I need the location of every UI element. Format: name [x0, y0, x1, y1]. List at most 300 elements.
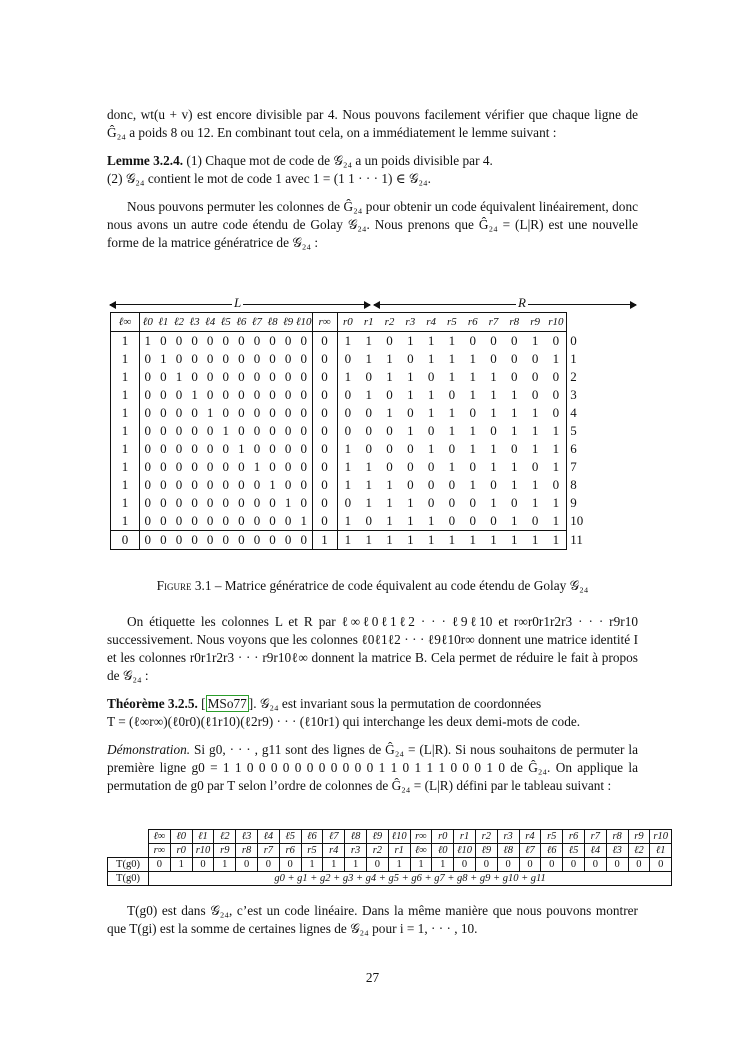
matrix-cell: 1 — [462, 531, 483, 550]
row-index: 11 — [570, 532, 583, 547]
header-r-10: r10 — [546, 313, 567, 332]
perm-cell: ℓ10 — [388, 830, 410, 844]
perm-cell: r1 — [388, 844, 410, 858]
perm-cell: 0 — [279, 858, 301, 872]
matrix-cell: 0 — [253, 369, 261, 384]
perm-cell: ℓ8 — [345, 830, 367, 844]
perm-cell: 0 — [628, 858, 650, 872]
matrix-cell: 0 — [160, 387, 167, 402]
matrix-cell: 1 — [337, 531, 358, 550]
matrix-cell: 0 — [222, 405, 230, 420]
header-r-4: r4 — [421, 313, 442, 332]
matrix-cell: 0 — [222, 459, 230, 474]
matrix-cell: 0 — [296, 368, 312, 386]
matrix-cell: 0 — [175, 423, 183, 438]
matrix-cell: 0 — [253, 405, 261, 420]
matrix-cell: 1 — [490, 459, 497, 474]
matrix-cell: 0 — [269, 441, 276, 456]
matrix-cell: 0 — [253, 495, 261, 510]
matrix-cell: 0 — [386, 441, 393, 456]
matrix-arrows — [110, 296, 640, 312]
matrix-cell: 1 — [344, 369, 352, 384]
header-r-3: r3 — [400, 313, 421, 332]
matrix-cell: 0 — [253, 477, 261, 492]
matrix-cell: 0 — [253, 333, 261, 348]
matrix-cell: 0 — [312, 494, 337, 512]
matrix-cell: 0 — [175, 441, 183, 456]
matrix-cell: 0 — [312, 368, 337, 386]
matrix-cell: 0 — [234, 531, 250, 550]
row-index: 2 — [570, 369, 577, 384]
matrix-cell: 1 — [407, 369, 414, 384]
perm-cell: r0 — [432, 830, 454, 844]
matrix-cell: 0 — [238, 513, 245, 528]
permutation-table-wrap — [107, 829, 672, 886]
perm-cell: 0 — [236, 858, 258, 872]
matrix-cell: 0 — [284, 351, 292, 366]
matrix-cell: 0 — [284, 405, 292, 420]
matrix-cell: 1 — [427, 405, 435, 420]
matrix-cell: 1 — [427, 351, 435, 366]
row-index: 9 — [570, 495, 577, 510]
header-l-inf: ℓ∞ — [111, 313, 140, 332]
matrix-cell: 1 — [400, 531, 421, 550]
matrix-header-row — [111, 313, 589, 332]
matrix-cell: 1 — [490, 369, 497, 384]
matrix-cell: 0 — [312, 386, 337, 404]
perm-cell: 0 — [366, 858, 388, 872]
perm-cell: ℓ∞ — [149, 830, 171, 844]
matrix-cell: 0 — [344, 405, 352, 420]
matrix-cell: 0 — [206, 333, 214, 348]
matrix-cell: 1 — [111, 368, 140, 386]
matrix-cell: 0 — [546, 386, 567, 404]
matrix-cell: 0 — [238, 333, 245, 348]
perm-cell: 0 — [257, 858, 279, 872]
matrix-cell: 1 — [546, 350, 567, 368]
perm-cell: ℓ9 — [366, 830, 388, 844]
matrix-cell: 0 — [144, 369, 152, 384]
matrix-cell: 1 — [238, 441, 245, 456]
matrix-cell: 1 — [296, 512, 312, 531]
matrix-cell: 0 — [140, 531, 156, 550]
header-l-5: ℓ5 — [218, 313, 234, 332]
matrix-row — [111, 350, 589, 368]
perm-cell: r5 — [541, 830, 563, 844]
matrix-cell: 0 — [222, 477, 230, 492]
matrix-cell: 1 — [469, 369, 476, 384]
matrix-cell: 0 — [269, 333, 276, 348]
matrix-cell: 1 — [469, 423, 476, 438]
matrix-cell: 1 — [111, 512, 140, 531]
perm-cell: r6 — [563, 830, 585, 844]
perm-cell: r7 — [584, 830, 606, 844]
matrix-cell: 0 — [206, 513, 214, 528]
matrix-cell: 1 — [111, 494, 140, 512]
matrix-cell: 0 — [296, 404, 312, 422]
matrix-cell: 0 — [175, 459, 183, 474]
perm-cell: r5 — [301, 844, 323, 858]
matrix-cell: 0 — [448, 513, 456, 528]
L-arrow — [110, 295, 370, 310]
matrix-cell: 0 — [206, 387, 214, 402]
intro-paragraph: donc, wt(u + v) est encore divisible par 4. Nous pouvons facilement vérifier que chaque ligne de Ĝ₂₄ a poids 8 ou 12. En combinant tout cela, on a immédiatement le lemme suivant : — [107, 107, 638, 140]
matrix-cell: 0 — [312, 332, 337, 351]
matrix-cell: 0 — [238, 423, 245, 438]
row-index: 0 — [570, 332, 577, 348]
matrix-cell: 0 — [312, 512, 337, 531]
matrix-cell: 1 — [427, 513, 435, 528]
header-l-3: ℓ3 — [187, 313, 203, 332]
matrix-cell: 0 — [407, 459, 414, 474]
matrix-cell: 0 — [386, 423, 393, 438]
matrix-cell: 0 — [407, 405, 414, 420]
matrix-cell: 0 — [144, 405, 152, 420]
matrix-cell: 0 — [511, 495, 518, 510]
matrix-cell: 0 — [160, 333, 167, 348]
header-r-inf: r∞ — [312, 313, 337, 332]
matrix-cell: 0 — [187, 531, 203, 550]
matrix-cell: 0 — [531, 369, 539, 384]
matrix-cell: 1 — [504, 531, 525, 550]
matrix-cell: 1 — [365, 387, 372, 402]
matrix-cell: 0 — [238, 495, 245, 510]
lemma-line-1 — [107, 152, 638, 170]
matrix-cell: 0 — [253, 441, 261, 456]
row-index: 4 — [570, 405, 577, 420]
matrix-cell: 0 — [175, 477, 183, 492]
matrix-cell: 1 — [442, 531, 463, 550]
row-index: 3 — [570, 387, 577, 402]
matrix-cell: 0 — [175, 405, 183, 420]
matrix-cell: 0 — [253, 387, 261, 402]
matrix-cell: 0 — [296, 458, 312, 476]
matrix-cell: 1 — [531, 333, 539, 348]
matrix-cell: 0 — [365, 441, 372, 456]
matrix-cell: 1 — [344, 477, 352, 492]
matrix-cell: 0 — [238, 387, 245, 402]
matrix-cell: 1 — [111, 476, 140, 494]
header-r-2: r2 — [379, 313, 400, 332]
header-r-7: r7 — [483, 313, 504, 332]
matrix-cell: 0 — [144, 477, 152, 492]
matrix-cell: 0 — [249, 531, 265, 550]
matrix-cell: 0 — [191, 513, 198, 528]
matrix-cell: 0 — [407, 477, 414, 492]
perm-cell: 1 — [410, 858, 432, 872]
matrix-cell: 1 — [379, 531, 400, 550]
matrix-cell: 0 — [175, 513, 183, 528]
page-body — [107, 106, 638, 252]
perm-cell: ℓ3 — [236, 830, 258, 844]
perm-cell: ℓ9 — [475, 844, 497, 858]
perm-cell: r∞ — [149, 844, 171, 858]
row-index: 5 — [570, 423, 577, 438]
matrix-cell: 0 — [490, 513, 497, 528]
matrix-cell: 1 — [407, 513, 414, 528]
permute-paragraph: Nous pouvons permuter les colonnes de Ĝ₂₄ pour obtenir un code équivalent linéairement, donc nous avons un autre code étendu de Golay 𝒢₂₄. Nous prenons que Ĝ₂₄ = (L|R) est une nouvelle forme de la matrice génératrice de 𝒢₂₄ : — [107, 199, 638, 250]
matrix-cell: 0 — [284, 423, 292, 438]
row-index: 1 — [570, 351, 577, 366]
matrix-cell: 0 — [448, 441, 456, 456]
matrix-cell: 0 — [365, 369, 372, 384]
matrix-cell: 1 — [531, 441, 539, 456]
matrix-cell: 0 — [511, 351, 518, 366]
matrix-cell: 0 — [531, 351, 539, 366]
matrix-cell: 0 — [386, 333, 393, 348]
matrix-cell: 1 — [206, 405, 214, 420]
matrix-cell: 1 — [427, 387, 435, 402]
matrix-cell: 0 — [144, 495, 152, 510]
header-l-0: ℓ0 — [140, 313, 156, 332]
matrix-cell: 0 — [531, 387, 539, 402]
perm-cell: 0 — [454, 858, 476, 872]
theorem-line-1: Théorème 3.2.5. [ MSo77 ]. 𝒢₂₄ est invariant sous la permutation de coordonnées — [107, 696, 542, 711]
perm-cell: 0 — [541, 858, 563, 872]
perm-cell: r10 — [192, 844, 214, 858]
matrix-cell: 1 — [421, 531, 442, 550]
perm-cell: r3 — [345, 844, 367, 858]
matrix-cell: 0 — [160, 513, 167, 528]
matrix-cell: 1 — [365, 333, 372, 348]
perm-row-3 — [108, 858, 672, 872]
matrix-cell: 0 — [202, 531, 218, 550]
header-r-9: r9 — [525, 313, 546, 332]
R-arrow — [374, 295, 636, 310]
matrix-cell: 0 — [546, 368, 567, 386]
matrix-cell: 1 — [546, 440, 567, 458]
matrix-cell: 0 — [175, 333, 183, 348]
header-l-9: ℓ9 — [280, 313, 296, 332]
perm-cell: ℓ4 — [584, 844, 606, 858]
matrix-cell: 1 — [344, 459, 352, 474]
matrix-cell: 1 — [531, 423, 539, 438]
closing-block — [107, 902, 638, 938]
perm-cell: r3 — [497, 830, 519, 844]
matrix-cell: 0 — [344, 423, 352, 438]
matrix-cell: 1 — [144, 333, 152, 348]
matrix-cell: 0 — [222, 441, 230, 456]
perm-blank — [108, 844, 149, 858]
matrix-cell: 1 — [344, 333, 352, 348]
matrix-cell: 1 — [386, 495, 393, 510]
theorem-text-2: T = (ℓ∞r∞)(ℓ0r0)(ℓ1r10)(ℓ2r9) · · · (ℓ10r1) qui interchange les deux demi-mots de code. — [107, 714, 581, 729]
matrix-cell: 1 — [448, 423, 456, 438]
matrix-cell: 1 — [111, 404, 140, 422]
perm-cell: r∞ — [410, 830, 432, 844]
matrix-cell: 0 — [238, 369, 245, 384]
matrix-cell: 1 — [511, 387, 518, 402]
matrix-cell: 1 — [358, 531, 379, 550]
matrix-cell: 0 — [191, 333, 198, 348]
header-r-0: r0 — [337, 313, 358, 332]
matrix-cell: 0 — [222, 369, 230, 384]
perm-cell: r6 — [279, 844, 301, 858]
header-l-2: ℓ2 — [171, 313, 187, 332]
matrix-cell: 0 — [531, 459, 539, 474]
matrix-cell: 1 — [490, 495, 497, 510]
matrix-cell: 1 — [546, 531, 567, 550]
matrix-cell: 0 — [448, 477, 456, 492]
matrix-cell: 1 — [111, 332, 140, 351]
matrix-cell: 1 — [191, 387, 198, 402]
matrix-cell: 0 — [156, 531, 172, 550]
matrix-row — [111, 404, 589, 422]
perm-cell: 0 — [149, 858, 171, 872]
matrix-cell: 1 — [448, 333, 456, 348]
header-l-8: ℓ8 — [265, 313, 281, 332]
matrix-cell: 1 — [525, 531, 546, 550]
matrix-cell: 0 — [269, 459, 276, 474]
perm-cell: 0 — [563, 858, 585, 872]
matrix-cell: 0 — [296, 422, 312, 440]
matrix-cell: 0 — [427, 495, 435, 510]
matrix-cell: 0 — [191, 495, 198, 510]
matrix-row — [111, 512, 589, 531]
matrix-cell: 0 — [365, 405, 372, 420]
matrix-cell: 0 — [238, 459, 245, 474]
matrix-cell: 0 — [269, 513, 276, 528]
perm-cell: 0 — [475, 858, 497, 872]
theorem-title: Théorème 3.2.5. — [107, 696, 198, 711]
matrix-row — [111, 368, 589, 386]
matrix-cell: 1 — [111, 458, 140, 476]
matrix-cell: 0 — [312, 476, 337, 494]
matrix-cell: 1 — [284, 495, 292, 510]
matrix-cell: 1 — [469, 477, 476, 492]
perm-cell: r10 — [650, 830, 672, 844]
matrix-cell: 0 — [511, 441, 518, 456]
matrix-cell: 0 — [427, 423, 435, 438]
matrix-cell: 0 — [490, 477, 497, 492]
matrix-cell: 1 — [253, 459, 261, 474]
perm-blank — [108, 830, 149, 844]
theorem-text-1: . 𝒢₂₄ est invariant sous la permutation de coordonnées — [253, 696, 542, 711]
header-r-6: r6 — [462, 313, 483, 332]
matrix-cell: 0 — [448, 495, 456, 510]
perm-row-label: T(g0) — [108, 872, 149, 886]
perm-cell: 1 — [323, 858, 345, 872]
matrix-cell: 0 — [160, 405, 167, 420]
matrix-cell: 1 — [546, 512, 567, 531]
matrix-cell: 0 — [222, 495, 230, 510]
matrix-cell: 1 — [175, 369, 183, 384]
matrix-cell: 1 — [111, 350, 140, 368]
lemma-title: Lemme 3.2.4. — [107, 153, 184, 168]
perm-cell: ℓ7 — [519, 844, 541, 858]
matrix-cell: 0 — [546, 476, 567, 494]
perm-cell: r9 — [214, 844, 236, 858]
matrix-cell: 0 — [531, 513, 539, 528]
matrix-cell: 1 — [448, 369, 456, 384]
matrix-cell: 1 — [490, 387, 497, 402]
matrix-cell: 0 — [546, 404, 567, 422]
matrix-cell: 0 — [238, 351, 245, 366]
matrix-cell: 1 — [407, 387, 414, 402]
matrix-row — [111, 386, 589, 404]
perm-cell: r8 — [236, 844, 258, 858]
lemma-part-2: (2) 𝒢₂₄ contient le mot de code 1 avec 1 = (1 1 · · · 1) ∈ 𝒢₂₄. — [107, 171, 431, 186]
perm-cell: ℓ5 — [279, 830, 301, 844]
row-index: 10 — [570, 513, 584, 529]
matrix-cell: 1 — [386, 369, 393, 384]
matrix-cell: 1 — [386, 351, 393, 366]
matrix-cell: 0 — [365, 513, 372, 528]
citation-link[interactable]: MSo77 — [207, 696, 247, 711]
matrix-cell: 1 — [365, 459, 372, 474]
R-label: R — [518, 295, 526, 310]
matrix-cell: 0 — [111, 531, 140, 550]
matrix-cell: 1 — [160, 351, 167, 366]
matrix-cell: 1 — [531, 405, 539, 420]
matrix-cell: 0 — [144, 387, 152, 402]
matrix-cell: 0 — [191, 405, 198, 420]
matrix-row — [111, 422, 589, 440]
matrix-cell: 0 — [175, 387, 183, 402]
matrix-cell: 1 — [111, 422, 140, 440]
matrix-cell: 0 — [490, 333, 497, 348]
perm-cell: 1 — [345, 858, 367, 872]
perm-cell: 0 — [606, 858, 628, 872]
perm-cell: ℓ0 — [432, 844, 454, 858]
matrix-cell: 1 — [546, 458, 567, 476]
matrix-cell: 1 — [365, 495, 372, 510]
matrix-cell: 0 — [284, 459, 292, 474]
matrix-cell: 0 — [144, 459, 152, 474]
matrix-cell: 0 — [296, 332, 312, 351]
perm-cell: ℓ5 — [563, 844, 585, 858]
matrix-cell: 0 — [269, 387, 276, 402]
matrix-cell: 1 — [386, 513, 393, 528]
perm-cell: 1 — [170, 858, 192, 872]
matrix-cell: 0 — [469, 495, 476, 510]
matrix-cell: 0 — [284, 387, 292, 402]
lemma-part-1: (1) Chaque mot de code de 𝒢₂₄ a un poids divisible par 4. — [186, 153, 493, 168]
perm-cell: ℓ1 — [192, 830, 214, 844]
matrix-cell: 0 — [344, 387, 352, 402]
header-l-10: ℓ10 — [296, 313, 312, 332]
matrix-cell: 1 — [531, 477, 539, 492]
matrix-cell: 0 — [546, 332, 567, 351]
row-index: 6 — [570, 441, 577, 456]
matrix-cell: 0 — [144, 423, 152, 438]
proof-paragraph — [107, 741, 638, 795]
perm-cell: 1 — [388, 858, 410, 872]
matrix-cell: 0 — [312, 404, 337, 422]
perm-cell: ℓ10 — [454, 844, 476, 858]
header-l-1: ℓ1 — [156, 313, 172, 332]
perm-cell: r1 — [454, 830, 476, 844]
perm-cell: ℓ6 — [301, 830, 323, 844]
matrix-cell: 0 — [490, 351, 497, 366]
matrix-cell: 1 — [427, 333, 435, 348]
matrix-cell: 0 — [284, 369, 292, 384]
perm-cell: r9 — [628, 830, 650, 844]
matrix-cell: 0 — [469, 513, 476, 528]
matrix-cell: 1 — [511, 477, 518, 492]
proof-text: Si g0, · · · , g11 sont des lignes de Ĝ₂₄ = (L|R). Si nous souhaitons de permuter la première ligne g0 = 1 1 0 0 0 0 0 0 0 0 0 0 0 1 1 0 1 1 1 0 0 0 1 0 de Ĝ₂₄. On applique la permutation de g0 par T selon l’ordre de colonnes de Ĝ₂₄ = (L|R) défini par le tableau suivant : — [107, 742, 638, 793]
matrix-cell: 0 — [144, 441, 152, 456]
matrix-cell: 1 — [511, 405, 518, 420]
matrix-cell: 0 — [144, 513, 152, 528]
matrix-cell: 0 — [160, 369, 167, 384]
matrix-cell: 1 — [386, 477, 393, 492]
matrix-cell: 0 — [191, 441, 198, 456]
matrix-cell: 0 — [191, 423, 198, 438]
matrix-row — [111, 476, 589, 494]
perm-cell: ℓ8 — [497, 844, 519, 858]
matrix-cell: 0 — [312, 458, 337, 476]
